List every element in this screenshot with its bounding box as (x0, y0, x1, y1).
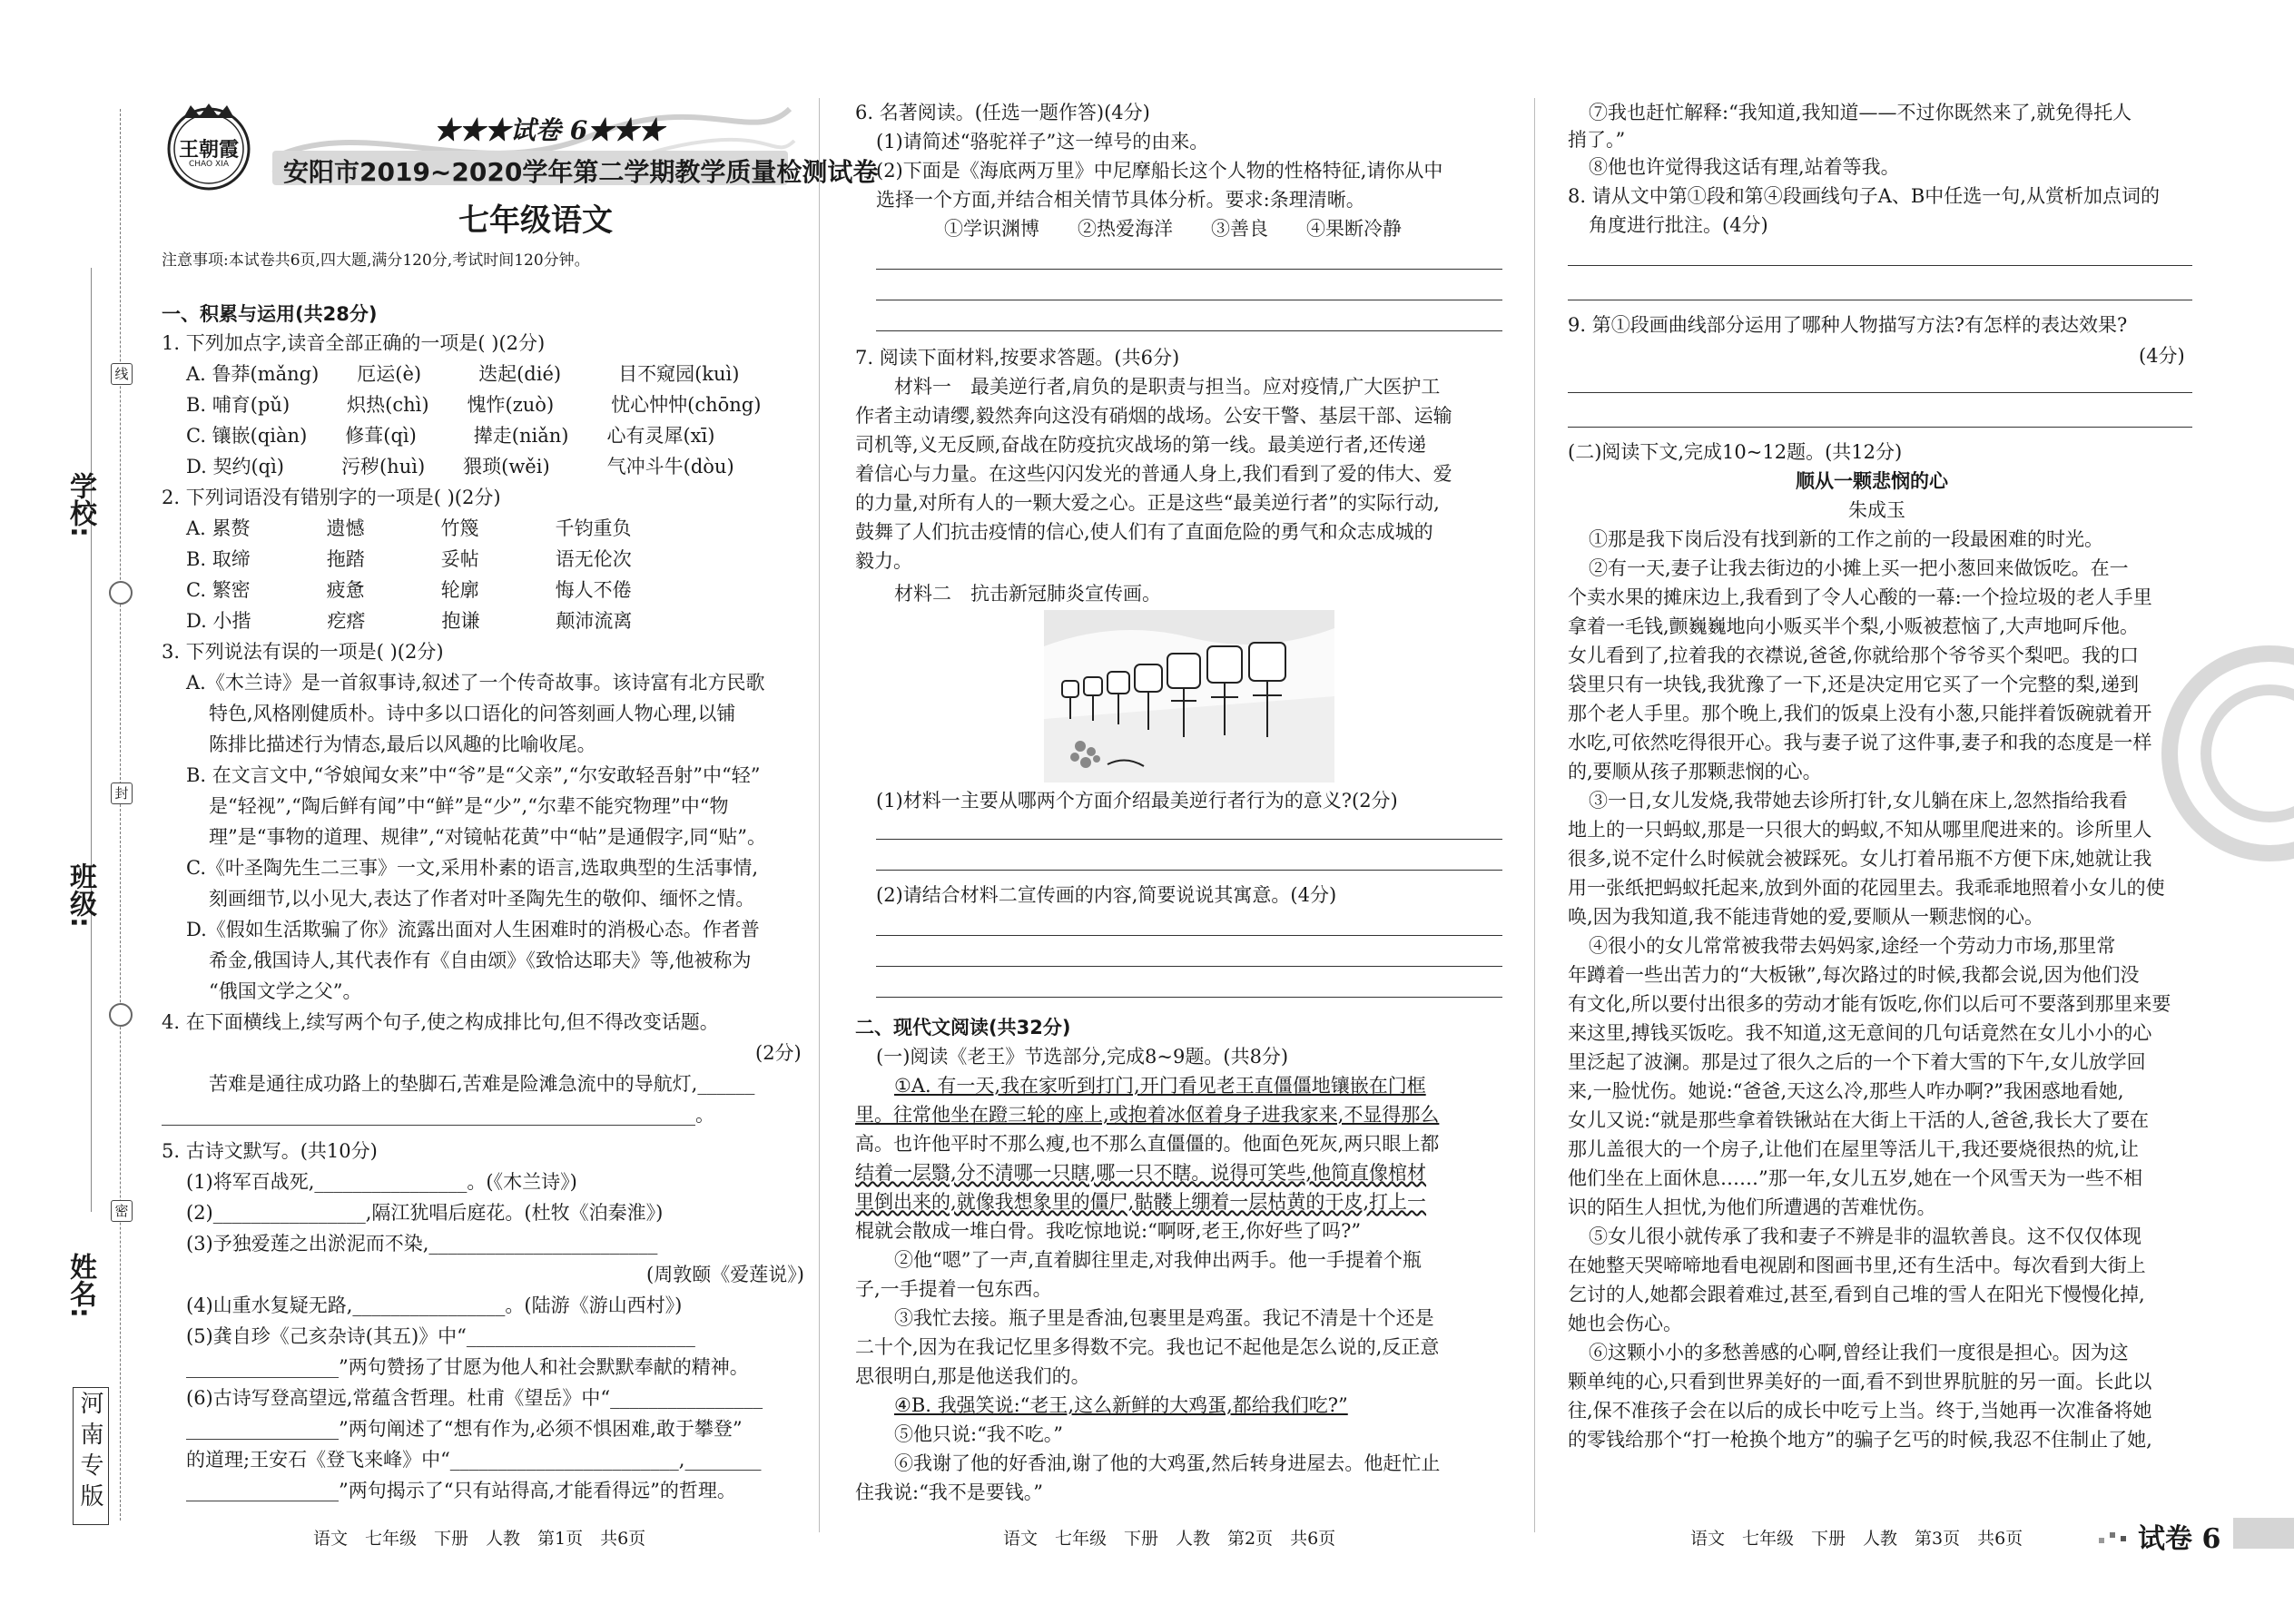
passage-line: 来,一脸忧伤。她说:“爸爸,天这么冷,那些人咋办啊?”我困惑地看她, (1568, 1080, 2124, 1102)
exam-notice: 注意事项:本试卷共6页,四大题,满分120分,考试时间120分钟。 (162, 251, 590, 270)
class-label: 班级: (64, 862, 96, 928)
answer-line[interactable] (876, 839, 1502, 840)
option-text: 刻画细节,以小见大,表达了作者对叶圣陶先生的敬仰、缅怀之情。 (209, 888, 755, 910)
passage-line: ③我忙去接。瓶子里是香油,包裹里是鸡蛋。我记不清是十个还是 (894, 1307, 1434, 1329)
footer-decoration (2097, 1527, 2133, 1545)
trait-options: ①学识渊博 ②热爱海洋 ③善良 ④果断冷静 (944, 218, 1402, 240)
passage-intro: (二)阅读下文,完成10~12题。(共12分) (1568, 441, 1903, 463)
passage-line: 唤,因为我知道,我不能违背她的爱,要顺从一颗悲悯的心。 (1568, 906, 2044, 928)
question-text: 9. 第①段画曲线部分运用了哪种人物描写方法?有怎样的表达效果? (1568, 314, 2128, 336)
column-divider (1534, 98, 1535, 1532)
subject-title: 七年级语文 (458, 202, 613, 239)
passage-line: 水吃,可依然吃得很开心。我与妻子说了这件事,妻子和我的态度是一样 (1568, 732, 2152, 753)
option-row: B. 取缔 拖踏 妥帖 语无伦次 (186, 548, 632, 570)
score: (4分) (2139, 345, 2185, 367)
passage-line: ②他“嗯”了一声,直着脚往里走,对我伸出两手。他一手提着个瓶 (894, 1249, 1422, 1271)
seal-mark-xian: 线 (111, 363, 133, 385)
passage-line: ⑤他只说:“我不吃。” (894, 1423, 1064, 1445)
passage-line: 着信心与力量。在这些闪闪发光的普通人身上,我们看到了爱的伟大、爱 (855, 463, 1452, 485)
fill-blank[interactable]: (2)________________,隔江犹唱后庭花。(杜牧《泊秦淮》) (186, 1202, 664, 1224)
passage-line: 乞讨的人,她都会跟着难过,甚至,看到自己堆的雪人在阳光下慢慢化掉, (1568, 1284, 2145, 1305)
answer-line[interactable] (876, 997, 1502, 998)
passage-line: 来这里,搏钱买饭吃。我不知道,这无意间的几句话竟然在女儿小小的心 (1568, 1022, 2152, 1044)
passage-line: 用一张纸把蚂蚁托起来,放到外面的花园里去。我乖乖地照着小女儿的使 (1568, 877, 2165, 899)
answer-line[interactable]: 苦难是通往成功路上的垫脚石,苦难是险滩急流中的导航灯,______ (209, 1073, 755, 1095)
question-text: 1. 下列加点字,读音全部正确的一项是( )(2分) (162, 332, 546, 354)
paper-badge: 试卷 6 (2138, 1523, 2221, 1555)
passage-line: 思很明白,那是他送我们的。 (855, 1365, 1090, 1387)
page-footer: 语文 七年级 下册 人教 第2页 共6页 (1003, 1529, 1336, 1549)
option-text: C.《叶圣陶先生二三事》一文,采用朴素的语言,选取典型的生活事情, (186, 857, 759, 879)
passage-line: 作者主动请缨,毅然奔向这没有硝烟的战场。公安干警、基层干部、运输 (855, 405, 1452, 427)
option-row: A. 累赘 遗憾 竹篾 千钧重负 (186, 517, 632, 539)
sub-question: 选择一个方面,并结合相关情节具体分析。要求:条理清晰。 (876, 189, 1365, 211)
question-text: 3. 下列说法有误的一项是( )(2分) (162, 641, 444, 663)
passage-line: 拿着一毛钱,颤巍巍地向小贩买半个梨,小贩被惹恼了,大声地呵斥他。 (1568, 615, 2140, 637)
answer-line[interactable] (876, 269, 1502, 270)
option-row: C. 镶嵌(qiàn) 修葺(qì) 撵走(niǎn) 心有灵犀(xī) (186, 425, 715, 447)
name-label: 姓名: (64, 1253, 96, 1318)
passage-line: 结着一层翳,分不清哪一只瞎,哪一只不瞎。说得可笑些,他简直像棺材 (855, 1162, 1427, 1184)
question-text: 8. 请从文中第①段和第④段画线句子A、B中任选一句,从赏析加点词的 (1568, 185, 2160, 207)
passage-line: ④B. 我强笑说:“老王,这么新鲜的大鸡蛋,都给我们吃?” (894, 1394, 1348, 1416)
passage-line: 他们坐在上面休息……”那一年,女儿五岁,她在一个风雪天为一些不相 (1568, 1167, 2143, 1189)
exam-title: 安阳市2019~2020学年第二学期教学质量检测试卷 (283, 157, 879, 187)
sub-question: (2)请结合材料二宣传画的内容,简要说说其寓意。(4分) (876, 884, 1337, 906)
logo-text: 王朝霞 (178, 138, 239, 162)
passage-line: 棍就会散成一堆白骨。我吃惊地说:“啊呀,老王,你好些了吗?” (855, 1220, 1362, 1242)
option-row: D. 契约(qì) 污秽(huì) 猥琐(wěi) 气冲斗牛(dòu) (186, 456, 734, 477)
option-text: A.《木兰诗》是一首叙事诗,叙述了一个传奇故事。该诗富有北方民歌 (186, 672, 765, 694)
passage-line: 袋里只有一块钱,我犹豫了一下,还是决定用它买了一个完整的梨,递到 (1568, 674, 2140, 695)
passage-line: ⑥这颗小小的多愁善感的心啊,曾经让我们一度很是担心。因为这 (1589, 1342, 2129, 1363)
source-note: (周敦颐《爱莲说》) (646, 1264, 804, 1285)
material-label: 材料二 抗击新冠肺炎宣传画。 (894, 583, 1161, 605)
passage-line: 材料一 最美逆行者,肩负的是职责与担当。应对疫情,广大医护工 (894, 376, 1441, 398)
answer-line[interactable] (1568, 392, 2192, 393)
question-text: 4. 在下面横线上,续写两个句子,使之构成排比句,但不得改变话题。 (162, 1011, 719, 1033)
passage-line: 子,一手提着一包东西。 (855, 1278, 1052, 1300)
passage-line: 的零钱给那个“打一枪换个地方”的骗子乞丐的时候,我忍不住制止了她, (1568, 1429, 2152, 1451)
passage-line: 那个老人手里。那个晚上,我们的饭桌上没有小葱,只能拌着饭碗就着开 (1568, 703, 2152, 724)
fill-blank[interactable]: (4)山重水复疑无路,________________。(陆游《游山西村》) (186, 1294, 683, 1316)
publisher-logo (163, 102, 254, 192)
sub-question: (1)请简述“骆驼祥子”这一绰号的由来。 (876, 131, 1209, 153)
score: (2分) (755, 1042, 802, 1064)
passage-line: 在她整天哭啼啼地看电视剧和图画书里,还有生活中。每次看到大街上 (1568, 1255, 2146, 1276)
passage-line: 住我说:“我不是要钱。” (855, 1481, 1044, 1503)
passage-line: 那儿盖很大的一个房子,让他们在屋里等活儿干,我还要烧很热的炕,让 (1568, 1138, 2140, 1160)
question-text: 6. 名著阅读。(任选一题作答)(4分) (855, 102, 1150, 123)
answer-line[interactable] (876, 935, 1502, 936)
option-text: 理”是“事物的道理、规律”,“对镜帖花黄”中“帖”是通假字,同“贴”。 (209, 826, 766, 848)
answer-line[interactable]: ________________________________________________________。 (162, 1104, 714, 1126)
passage-line: 很多,说不定什么时候就会被踩死。女儿打着吊瓶不方便下床,她就让我 (1568, 848, 2152, 870)
passage-line: 二十个,因为在我记忆里多得数不完。我也记不起他是怎么说的,反正意 (855, 1336, 1440, 1358)
passage-line: 年蹲着一些出苦力的“大板锹”,每次路过的时候,我都会说,因为他们没 (1568, 964, 2140, 986)
passage-line: ②有一天,妻子让我去街边的小摊上买一把小葱回来做饭吃。在一 (1589, 557, 2129, 579)
passage-line: ⑦我也赶忙解释:“我知道,我知道——不过你既然来了,就免得托人 (1589, 102, 2132, 123)
passage-line: ①A. 有一天,我在家听到打门,开门看见老王直僵僵地镶嵌在门框 (894, 1075, 1426, 1097)
option-row: C. 繁密 疲惫 轮廓 悔人不倦 (186, 579, 632, 601)
seal-mark-feng: 封 (111, 782, 133, 804)
binding-hole (109, 581, 133, 605)
passage-line: 地上的一只蚂蚁,那是一只很大的蚂蚁,不知从哪里爬进来的。诊所里人 (1568, 819, 2152, 841)
option-row: A. 鲁莽(mǎng) 厄运(è) 迭起(dié) 目不窥园(kuì) (186, 363, 740, 385)
passage-line: 毅力。 (855, 550, 912, 572)
option-text: 是“轻视”,“陶后鲜有闻”中“鲜”是“少”,“尔辈不能究物理”中“物 (209, 795, 729, 817)
passage-line: 的,要顺从孩子那颗悲悯的心。 (1568, 761, 1822, 782)
option-text: D.《假如生活欺骗了你》流露出面对人生困难时的消极心态。作者普 (186, 919, 760, 940)
passage-line: 里。往常他坐在蹬三轮的座上,或抱着冰伛着身子进我家来,不显得那么 (855, 1104, 1440, 1126)
passage-line: ⑥我谢了他的好香油,谢了他的大鸡蛋,然后转身进屋去。他赶忙止 (894, 1452, 1441, 1474)
passage-line: 女儿又说:“就是那些拿着铁锹站在大街上干活的人,爸爸,我长大了要在 (1568, 1109, 2150, 1131)
section-heading: 一、积累与运用(共28分) (162, 303, 378, 325)
passage-line: 捎了。” (1568, 129, 1626, 151)
answer-line[interactable] (876, 966, 1502, 967)
passage-line: ③一日,女儿发烧,我带她去诊所打针,女儿躺在床上,忽然指给我看 (1589, 790, 2128, 812)
propaganda-illustration (1044, 610, 1334, 782)
binding-solid-line (91, 268, 92, 1212)
passage-line: ④很小的女儿常常被我带去妈妈家,途经一个劳动力市场,那里常 (1589, 935, 2116, 957)
answer-line[interactable] (1568, 265, 2192, 266)
answer-line[interactable] (1568, 427, 2192, 428)
question-text: 2. 下列词语没有错别字的一项是( )(2分) (162, 487, 501, 508)
passage-line: 鼓舞了人们抗击疫情的信心,使人们有了直面危险的勇气和众志成城的 (855, 521, 1433, 543)
option-text: 陈排比描述行为情态,最后以风趣的比喻收尾。 (209, 733, 596, 755)
passage-line: ①那是我下岗后没有找到新的工作之前的一段最困难的时光。 (1589, 528, 2103, 550)
binding-dashed-line (120, 109, 121, 1521)
option-row: D. 小揩 疙瘩 抱谦 颠沛流离 (186, 610, 633, 632)
fill-blank[interactable]: ________________”两句阐述了“想有作为,必须不惧困难,敢于攀登” (186, 1418, 743, 1440)
fill-blank[interactable]: 的道理;王安石《登飞来峰》中“________________________,________ (186, 1449, 762, 1471)
article-author: 朱成玉 (1848, 499, 1905, 521)
passage-line: 识的陌生人担忧,为他们所遭遇的苦难忧伤。 (1568, 1196, 1936, 1218)
passage-line: 有文化,所以要付出很多的劳动才能有饭吃,你们以后可不要落到那里来要 (1568, 993, 2171, 1015)
seal-mark-mi: 密 (111, 1200, 133, 1222)
fill-blank[interactable]: (1)将军百战死,________________。(《木兰诗》) (186, 1171, 577, 1193)
answer-line[interactable] (876, 870, 1502, 871)
article-title: 顺从一颗悲悯的心 (1796, 470, 1948, 492)
column-divider (819, 98, 820, 1532)
option-text: 特色,风格刚健质朴。诗中多以口语化的问答刻画人物心理,以铺 (209, 703, 736, 724)
logo-subtext: CHAO XIA (189, 160, 229, 169)
sub-question: (1)材料一主要从哪两个方面介绍最美逆行者行为的意义?(2分) (876, 790, 1398, 812)
watermark-stamp (2106, 635, 2294, 871)
binding-hole (109, 1003, 133, 1027)
question-text: 5. 古诗文默写。(共10分) (162, 1140, 378, 1162)
region-label: 河南专版 (76, 1391, 103, 1514)
passage-line: ⑧他也许觉得我这话有理,站着等我。 (1589, 156, 1900, 178)
passage-line: 里泛起了波澜。那是过了很久之后的一个下着大雪的下午,女儿放学回 (1568, 1051, 2146, 1073)
paper-number: ★★★试卷 6★★★ (434, 115, 665, 145)
fill-blank[interactable]: (3)予独爱莲之出淤泥而不染,________________________ (186, 1233, 658, 1255)
passage-line: 里倒出来的,就像我想象里的僵尸,骷髅上绷着一层枯黄的干皮,打上一 (855, 1191, 1427, 1213)
page-footer: 语文 七年级 下册 人教 第3页 共6页 (1690, 1529, 2023, 1549)
answer-line[interactable] (876, 330, 1502, 331)
option-row: B. 哺育(pǔ) 炽热(chì) 愧怍(zuò) 忧心忡忡(chōng) (186, 394, 762, 416)
passage-line: 往,保不准孩子会在以后的成长中吃亏上当。终于,当她再一次准备将她 (1568, 1400, 2152, 1422)
option-text: 希金,俄国诗人,其代表作有《自由颂》《致恰达耶夫》等,他被称为 (209, 950, 752, 971)
fill-blank[interactable]: (6)古诗写登高望远,常蕴含哲理。杜甫《望岳》中“________________ (186, 1387, 763, 1409)
sub-question: (2)下面是《海底两万里》中尼摩船长这个人物的性格特征,请你从中 (876, 160, 1443, 182)
passage-line: 个卖水果的摊床边上,我看到了令人心酸的一幕:一个捡垃圾的老人手里 (1568, 586, 2152, 608)
fill-blank[interactable]: ________________”两句赞扬了甘愿为他人和社会默默奉献的精神。 (186, 1356, 749, 1378)
passage-line: 高。也许他平时不那么瘦,也不那么直僵僵的。他面色死灰,两只眼上都 (855, 1133, 1440, 1155)
passage-intro: (一)阅读《老王》节选部分,完成8~9题。(共8分) (876, 1046, 1289, 1068)
school-label: 学校: (64, 472, 96, 537)
option-text: B. 在文言文中,“爷娘闻女来”中“爷”是“父亲”,“尔安敢轻吾射”中“轻” (186, 764, 761, 786)
footer-bar (2233, 1518, 2294, 1549)
passage-line: ⑤女儿很小就传承了我和妻子不辨是非的温软善良。这不仅仅体现 (1589, 1225, 2141, 1247)
fill-blank[interactable]: (5)龚自珍《己亥杂诗(其五)》中“________________________ (186, 1325, 695, 1347)
passage-line: 的力量,对所有人的一颗大爱之心。正是这些“最美逆行者”的实际行动, (855, 492, 1440, 514)
passage-line: 女儿看到了,拉着我的衣襟说,爸爸,你就给那个爷爷买个梨吧。我的口 (1568, 645, 2140, 666)
passage-line: 她也会伤心。 (1568, 1313, 1682, 1334)
question-text: 角度进行批注。(4分) (1589, 214, 1768, 236)
option-text: “俄国文学之父”。 (209, 980, 362, 1002)
section-heading: 二、现代文阅读(共32分) (855, 1017, 1071, 1038)
question-text: 7. 阅读下面材料,按要求答题。(共6分) (855, 347, 1180, 369)
passage-line: 司机等,义无反顾,奋战在防疫抗灾战场的第一线。最美逆行者,还传递 (855, 434, 1427, 456)
fill-blank[interactable]: ________________”两句揭示了“只有站得高,才能看得远”的哲理。 (186, 1480, 736, 1501)
page-footer: 语文 七年级 下册 人教 第1页 共6页 (313, 1529, 646, 1549)
passage-line: 颗单纯的心,只看到世界美好的一面,看不到世界肮脏的另一面。长此以 (1568, 1371, 2152, 1393)
